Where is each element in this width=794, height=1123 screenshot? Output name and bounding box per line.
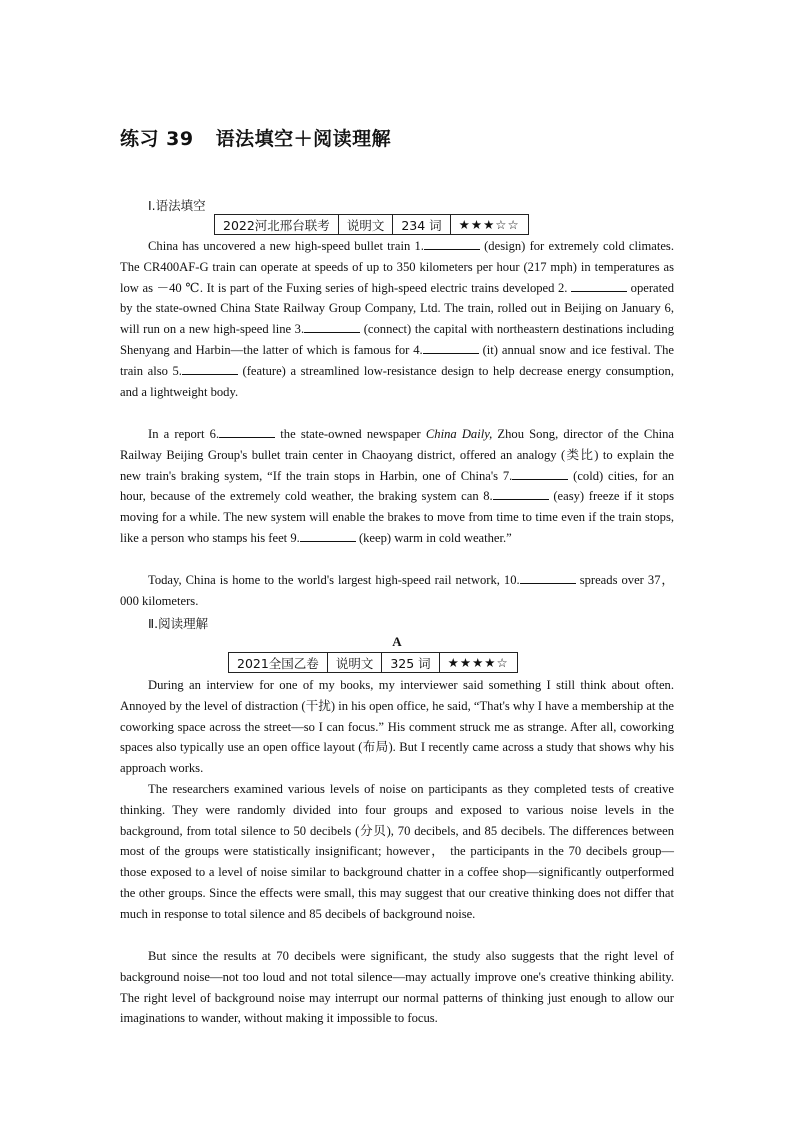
passage-label: A [392, 634, 402, 649]
page-title [120, 124, 391, 151]
genre-cell: 说明文 [338, 215, 393, 235]
info-table-reading [228, 652, 518, 673]
blank-5[interactable] [182, 362, 238, 375]
genre-cell: 说明文 [327, 653, 382, 673]
blank-9[interactable] [300, 529, 356, 542]
blank-3[interactable] [304, 320, 360, 333]
section-heading-grammar: Ⅰ.语法填空 [148, 198, 206, 213]
blank-10[interactable] [520, 571, 576, 584]
reading-paragraph-1: During an interview for one of my books, my interviewer said something I still think about often. Annoyed by the level of distraction (干扰) in his open office, he said, “That's why I have a membership at the coworking space across the street—so I can focus.” His comment struck me as strange. After all, coworking spaces also typically use an open office layout (布局). But I recently came across a study that shows why his approach works. [120, 678, 674, 776]
source-cell: 2022河北邢台联考 [215, 215, 339, 235]
word-count-cell: 325 词 [382, 653, 439, 673]
grammar-paragraph-3: Today, China is home to the world's largest high-speed rail network, 10. spreads over 37，000 kilometers. [120, 573, 674, 608]
blank-4[interactable] [423, 341, 479, 354]
reading-paragraph-2: The researchers examined various levels of noise on participants as they completed tests of creative thinking. They were randomly divided into four groups and exposed to various noise levels in the background, from total silence to 50 decibels (分贝), 70 decibels, and 85 decibels. The differences between most of the groups were statistically insignificant; however， the participants in the 70 decibels group—those exposed to a level of noise similar to background chatter in a coffee shop—significantly outperformed the other groups. Since the effects were small, this may suggest that our creative thinking does not differ that much in response to total silence and 85 decibels of background noise. [120, 782, 674, 921]
blank-7[interactable] [512, 467, 568, 480]
difficulty-cell: ★★★☆☆ [450, 215, 528, 235]
section-heading-reading: Ⅱ.阅读理解 [148, 616, 209, 631]
grammar-paragraph-2: In a report 6. the state-owned newspaper China Daily, Zhou Song, director of the China Railway Beijing Group's bullet train center in Chaoyang district, offered an analogy (类比) to explain the new train's braking system, “If the train stops in Harbin, one of China's 7. (cold) cities, for an hour, because of the extremely cold weather, the braking system can 8. (easy) freeze if it stops moving for a while. The new system will enable the brakes to move from time to time even if the train stops, like a person who stamps his feet 9. (keep) warm in cold weather.” [120, 427, 675, 545]
blank-8[interactable] [493, 487, 549, 500]
reading-paragraph-3: But since the results at 70 decibels were significant, the study also suggests that the right level of background noise—not too loud and not total silence—may actually improve one's creative thinking ability. The right level of background noise may interrupt our normal patterns of thinking just enough to allow our imaginations to wander, without making it impossible to focus. [120, 949, 674, 1026]
info-table-grammar [214, 214, 529, 235]
blank-6[interactable] [219, 425, 275, 438]
exercise-number: 练习 39 [120, 128, 194, 150]
source-cell: 2021全国乙卷 [229, 653, 328, 673]
exercise-title: 语法填空＋阅读理解 [215, 128, 392, 150]
difficulty-cell: ★★★★☆ [439, 653, 517, 673]
grammar-paragraph-1: China has uncovered a new high-speed bullet train 1. (design) for extremely cold climates. The CR400AF-G train can operate at speeds of up to 350 kilometers per hour (217 mph) in temperatures as low as －40 ℃. It is part of the Fuxing series of high-speed electric trains developed 2. operated by the state-owned China State Railway Group Company, Ltd. The train, rolled out in Beijing on January 6, will run on a new high-speed line 3. (connect) the capital with northeastern destinations including Shenyang and Harbin—the latter of which is famous for 4. (it) annual snow and ice festival. The train also 5. (feature) a streamlined low-resistance design to help decrease energy consumption, and a lightweight body. [120, 239, 675, 399]
word-count-cell: 234 词 [393, 215, 450, 235]
blank-1[interactable] [424, 237, 480, 250]
blank-2[interactable] [571, 279, 627, 292]
